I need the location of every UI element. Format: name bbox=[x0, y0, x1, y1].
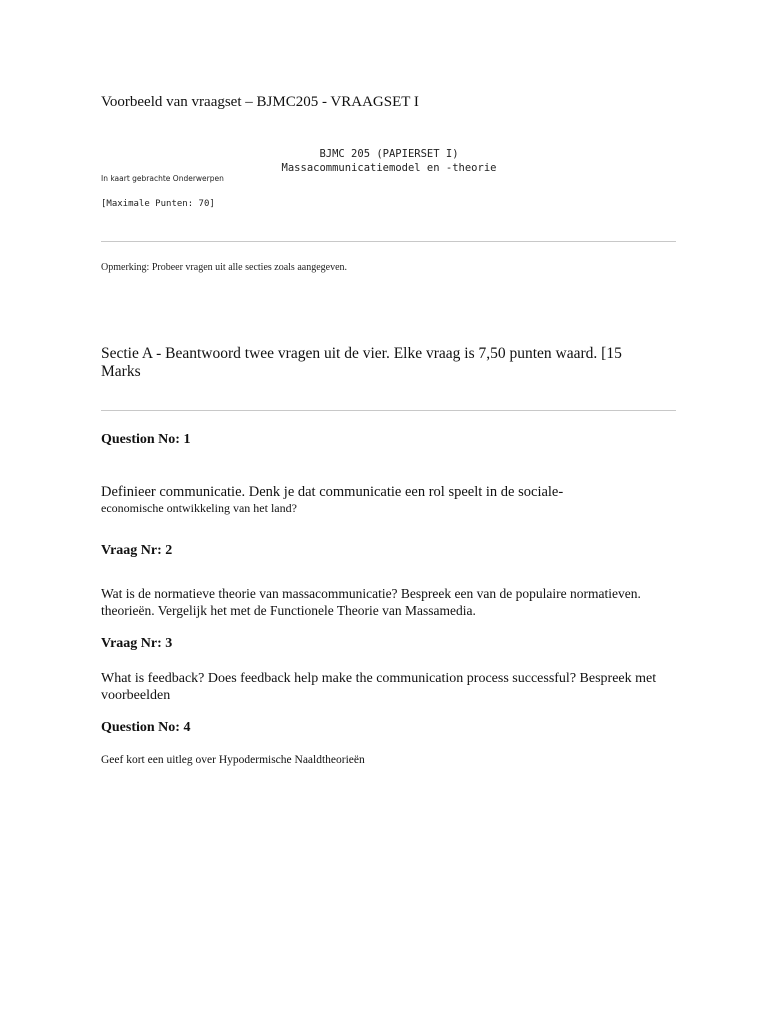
question-1-heading: Question No: 1 bbox=[101, 432, 191, 447]
question-2-text: Wat is de normatieve theorie van massacommunicatie? Bespreek een van de populaire normatieven. theorieën. Vergelijk het met de Functionele Theorie van Massamedia. bbox=[101, 586, 641, 618]
topics-mapped-label: In kaart gebrachte Onderwerpen bbox=[101, 174, 224, 183]
question-1-text-line2: economische ontwikkeling van het land? bbox=[101, 501, 297, 515]
question-1-text-line1: Definieer communicatie. Denk je dat communicatie een rol speelt in de sociale- bbox=[101, 484, 564, 500]
question-4-text: Geef kort een uitleg over Hypodermische Naaldtheorieën bbox=[101, 754, 365, 766]
course-title-header: Massacommunicatiemodel en -theorie bbox=[281, 162, 497, 174]
document-title: Voorbeeld van vraagset – BJMC205 - VRAAGSET I bbox=[101, 94, 419, 110]
divider bbox=[101, 241, 676, 242]
question-3-heading: Vraag Nr: 3 bbox=[101, 636, 173, 651]
divider bbox=[101, 410, 676, 411]
question-2-heading: Vraag Nr: 2 bbox=[101, 543, 173, 558]
paper-code-header: BJMC 205 (PAPIERSET I) bbox=[319, 148, 459, 160]
question-4-heading: Question No: 4 bbox=[101, 720, 191, 735]
section-a-instructions: Sectie A - Beantwoord twee vragen uit de vier. Elke vraag is 7,50 punten waard. [15 Marks bbox=[101, 345, 622, 380]
question-3-text: What is feedback? Does feedback help make the communication process successful? Bespreek met voorbeelden bbox=[101, 671, 657, 703]
max-points-label: [Maximale Punten: 70] bbox=[101, 199, 215, 209]
instruction-note: Opmerking: Probeer vragen uit alle secties zoals aangegeven. bbox=[101, 262, 348, 273]
